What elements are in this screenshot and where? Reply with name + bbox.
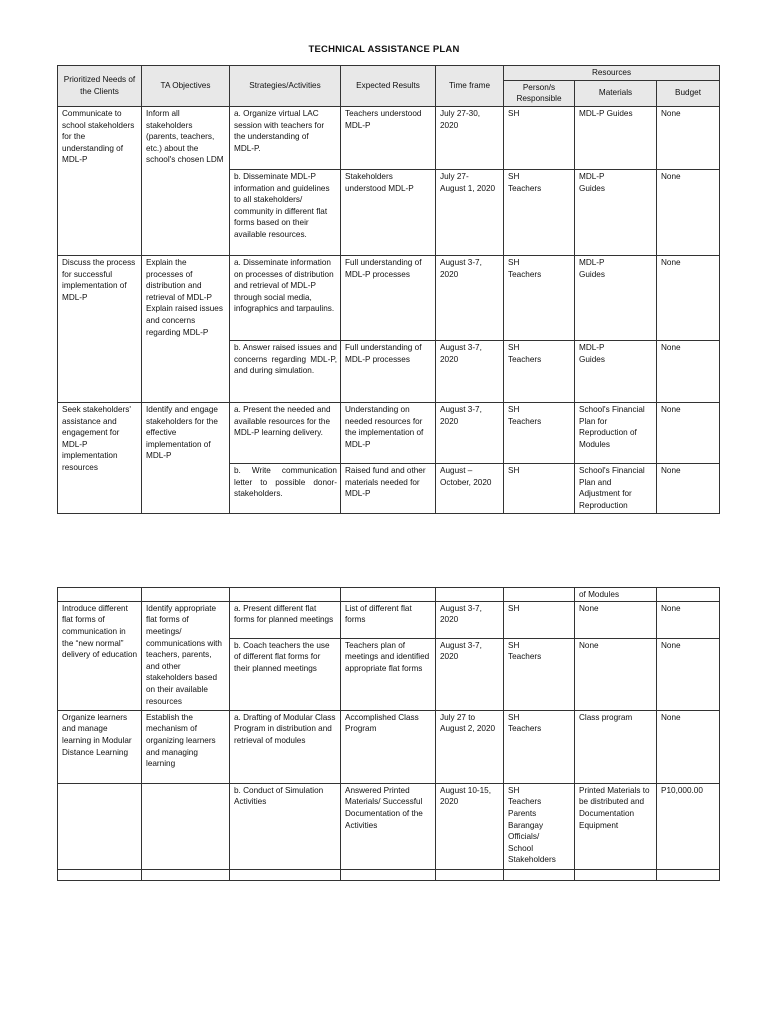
objective-cell: Inform all stakeholders (parents, teachers, etc.) about the school's chosen LDM	[142, 106, 230, 255]
materials-cell: MDL-P Guides	[575, 340, 657, 402]
budget-cell: P10,000.00	[657, 783, 720, 869]
materials-cell: Class program	[575, 710, 657, 783]
persons-cell: SH	[504, 601, 575, 638]
header-budget: Budget	[657, 80, 720, 106]
strategy-cell: a. Disseminate information on processes of distribution and retrieval of MDL-P through social media, infographics and tarpaulins.	[230, 255, 341, 340]
timeframe-cell: July 27 to August 2, 2020	[436, 710, 504, 783]
budget-cell: None	[657, 402, 720, 463]
objective-cell: Explain the processes of distribution and retrieval of MDL-P Explain raised issues and concerns regarding MDL-P	[142, 255, 230, 402]
result-cell: Teachers understood MDL-P	[341, 106, 436, 169]
table-row	[58, 869, 720, 880]
table-row	[58, 588, 720, 602]
table-row	[58, 783, 720, 869]
header-materials: Materials	[575, 80, 657, 106]
result-cell: Answered Printed Materials/ Successful Documentation of the Activities	[341, 783, 436, 869]
table-row	[58, 710, 720, 783]
timeframe-cell: August 3-7, 2020	[436, 402, 504, 463]
ta-plan-table-page1	[57, 65, 720, 514]
persons-cell: SH Teachers	[504, 169, 575, 255]
timeframe-cell: August 3-7, 2020	[436, 638, 504, 710]
materials-cell: None	[575, 638, 657, 710]
strategy-cell: a. Present the needed and available resources for the MDL-P learning delivery.	[230, 402, 341, 463]
materials-cell: MDL-P Guides	[575, 169, 657, 255]
table-row	[58, 106, 720, 169]
need-cell: Seek stakeholders' assistance and engagement for MDL-P implementation resources	[58, 402, 142, 513]
budget-cell: None	[657, 463, 720, 513]
timeframe-cell: August 3-7, 2020	[436, 601, 504, 638]
need-cell: Introduce different flat forms of communication in the “new normal” delivery of education	[58, 601, 142, 710]
materials-cell: School's Financial Plan for Reproduction of Modules	[575, 402, 657, 463]
result-cell: Stakeholders understood MDL-P	[341, 169, 436, 255]
budget-cell: None	[657, 169, 720, 255]
document-title: TECHNICAL ASSISTANCE PLAN	[308, 44, 460, 55]
persons-cell: SH Teachers	[504, 340, 575, 402]
persons-cell: SH Teachers	[504, 710, 575, 783]
materials-cell: School's Financial Plan and Adjustment for Reproduction	[575, 463, 657, 513]
need-cell: Organize learners and manage learning in Modular Distance Learning	[58, 710, 142, 783]
timeframe-cell: August 3-7, 2020	[436, 255, 504, 340]
budget-cell: None	[657, 340, 720, 402]
header-results: Expected Results	[341, 66, 436, 107]
strategy-cell: a. Present different flat forms for planned meetings	[230, 601, 341, 638]
persons-cell: SH Teachers	[504, 402, 575, 463]
materials-cell: of Modules	[575, 588, 657, 602]
result-cell: Raised fund and other materials needed for MDL-P	[341, 463, 436, 513]
header-strategies: Strategies/Activities	[230, 66, 341, 107]
result-cell: List of different flat forms	[341, 601, 436, 638]
strategy-cell: a. Drafting of Modular Class Program in distribution and retrieval of modules	[230, 710, 341, 783]
strategy-cell: b. Coach teachers the use of different flat forms for their planned meetings	[230, 638, 341, 710]
strategy-cell: b. Disseminate MDL-P information and guidelines to all stakeholders/ community in different flat forms based on their available resources.	[230, 169, 341, 255]
header-resources: Resources	[504, 66, 720, 81]
budget-cell: None	[657, 638, 720, 710]
result-cell: Full understanding of MDL-P processes	[341, 255, 436, 340]
strategy-cell: a. Organize virtual LAC session with teachers for the understanding of MDL-P.	[230, 106, 341, 169]
need-cell: Communicate to school stakeholders for the understanding of MDL-P	[58, 106, 142, 255]
persons-cell: SH Teachers	[504, 255, 575, 340]
objective-cell: Identify and engage stakeholders for the effective implementation of MDL-P	[142, 402, 230, 513]
materials-cell: None	[575, 601, 657, 638]
ta-plan-table-page2	[57, 587, 720, 881]
objective-cell: Establish the mechanism of organizing learners and managing learning	[142, 710, 230, 783]
timeframe-cell: July 27- August 1, 2020	[436, 169, 504, 255]
header-needs: Prioritized Needs of the Clients	[58, 66, 142, 107]
timeframe-cell: August 3-7, 2020	[436, 340, 504, 402]
result-cell: Full understanding of MDL-P processes	[341, 340, 436, 402]
header-objectives: TA Objectives	[142, 66, 230, 107]
strategy-cell: b. Write communication letter to possible donor-stakeholders.	[230, 463, 341, 513]
header-timeframe: Time frame	[436, 66, 504, 107]
materials-cell: Printed Materials to be distributed and Documentation Equipment	[575, 783, 657, 869]
materials-cell: MDL-P Guides	[575, 255, 657, 340]
table-row	[58, 402, 720, 463]
materials-cell: MDL-P Guides	[575, 106, 657, 169]
result-cell: Understanding on needed resources for the implementation of MDL-P	[341, 402, 436, 463]
header-persons: Person/s Responsible	[504, 80, 575, 106]
persons-cell: SH Teachers	[504, 638, 575, 710]
budget-cell: None	[657, 710, 720, 783]
result-cell: Accomplished Class Program	[341, 710, 436, 783]
table-row	[58, 601, 720, 638]
budget-cell: None	[657, 106, 720, 169]
budget-cell: None	[657, 601, 720, 638]
persons-cell: SH	[504, 463, 575, 513]
need-cell: Discuss the process for successful implementation of MDL-P	[58, 255, 142, 402]
strategy-cell: b. Answer raised issues and concerns regarding MDL-P, and during simulation.	[230, 340, 341, 402]
table-row	[58, 255, 720, 340]
budget-cell: None	[657, 255, 720, 340]
timeframe-cell: July 27-30, 2020	[436, 106, 504, 169]
result-cell: Teachers plan of meetings and identified appropriate flat forms	[341, 638, 436, 710]
timeframe-cell: August – October, 2020	[436, 463, 504, 513]
timeframe-cell: August 10-15, 2020	[436, 783, 504, 869]
persons-cell: SH Teachers Parents Barangay Officials/ School Stakeholders	[504, 783, 575, 869]
strategy-cell: b. Conduct of Simulation Activities	[230, 783, 341, 869]
objective-cell: Identify appropriate flat forms of meetings/ communications with teachers, parents, and other stakeholders based on their available resources	[142, 601, 230, 710]
persons-cell: SH	[504, 106, 575, 169]
